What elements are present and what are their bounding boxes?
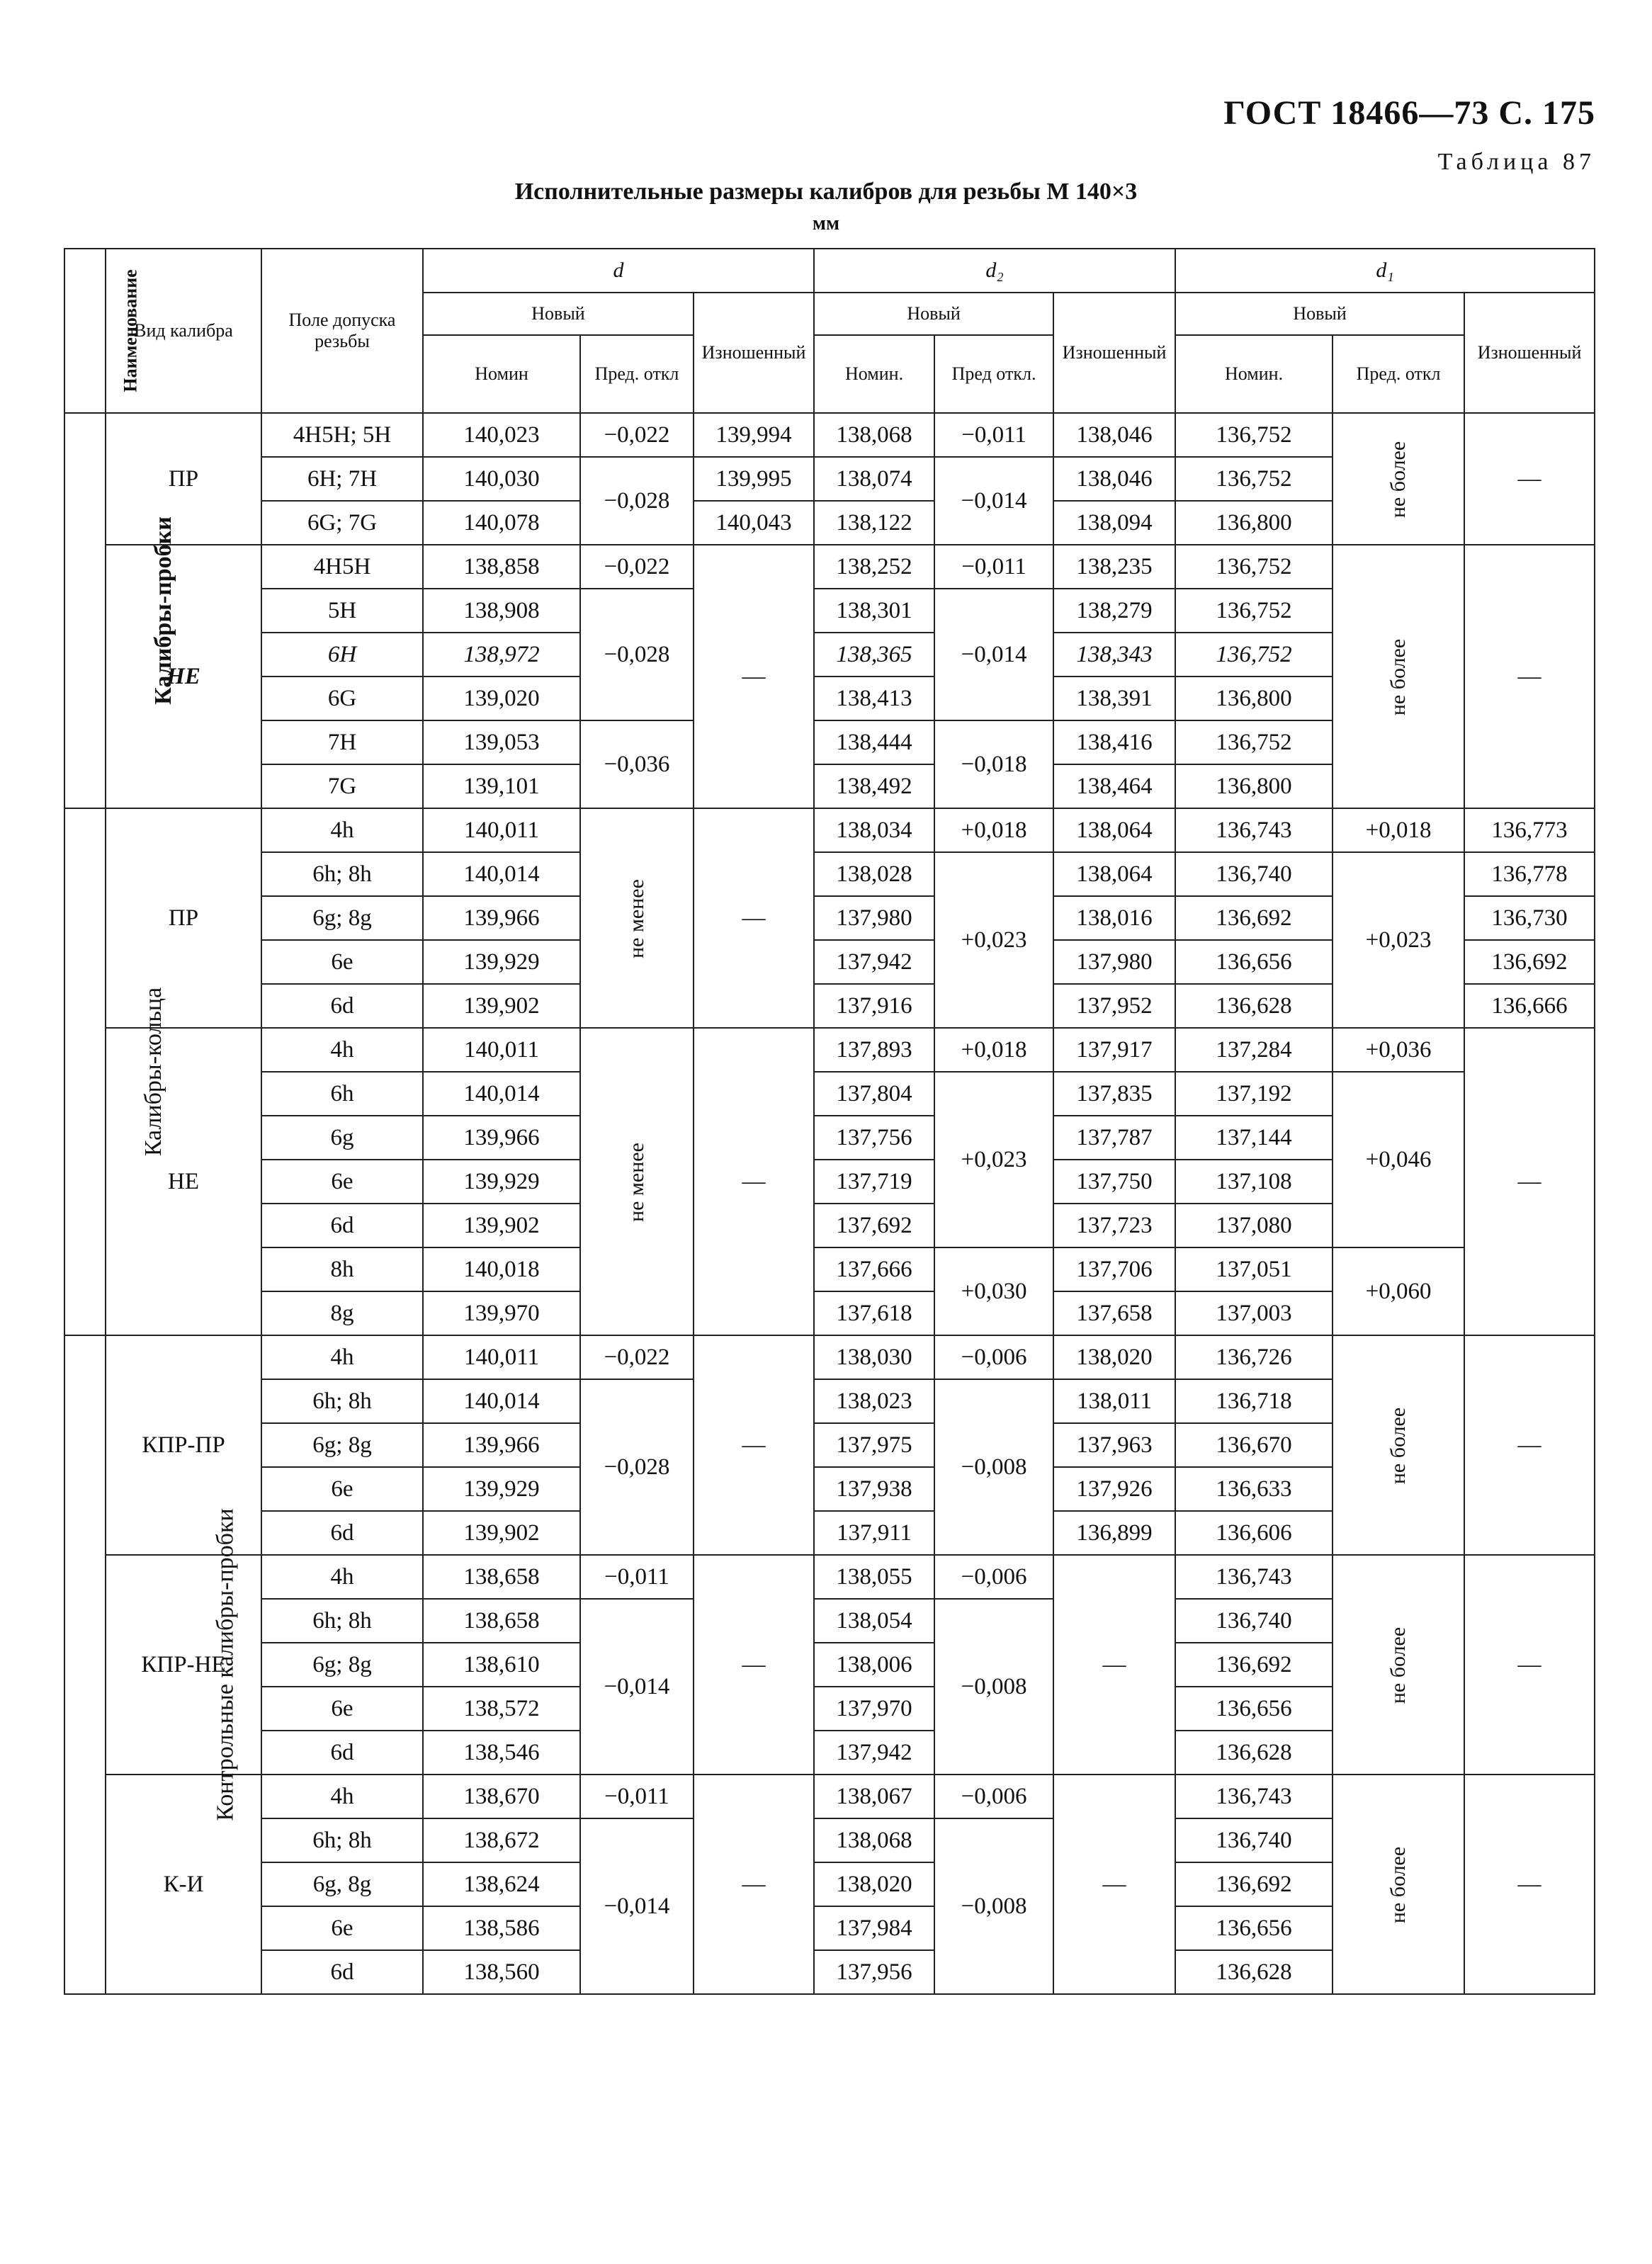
group-probki: Калибры-пробки	[64, 413, 106, 808]
kind-pr: ПР	[106, 808, 261, 1028]
header-d1: d₁	[1175, 249, 1595, 293]
table-row: 6G; 7G 140,078 140,043 138,122 138,094 136,800	[64, 501, 1595, 545]
header-d2-new: Новый	[814, 293, 1053, 335]
table-row: 6d 139,902 137,911 136,899 136,606	[64, 1511, 1595, 1555]
table-row: 6H; 7H 140,030 −0,028 139,995 138,074 −0,014 138,046 136,752	[64, 457, 1595, 501]
kind-ne: НЕ	[106, 545, 261, 808]
table-row: 6d 138,546 137,942 136,628	[64, 1731, 1595, 1775]
kind-kpr-pr: КПР-ПР	[106, 1335, 261, 1555]
table-row: 6g; 8g 138,610 138,006 136,692	[64, 1643, 1595, 1687]
kind-ki: К-И	[106, 1775, 261, 1994]
header-d1-nom: Номин.	[1175, 335, 1333, 413]
kind-pr: ПР	[106, 413, 261, 545]
kind-kpr-ne: КПР-НЕ	[106, 1555, 261, 1775]
table-row: 6H 138,972 138,365 138,343 136,752	[64, 633, 1595, 677]
table-row: 6e 139,929 137,942 137,980 136,656 136,692	[64, 940, 1595, 984]
table-row: 6d 139,902 137,916 137,952 136,628 136,666	[64, 984, 1595, 1028]
table-row: 6h; 8h 140,014 138,028 +0,023 138,064 136,740 +0,023 136,778	[64, 852, 1595, 896]
header-d-worn: Изношенный	[694, 293, 814, 413]
header-d: d	[423, 249, 814, 293]
table-number: Таблица 87	[1437, 149, 1595, 175]
table-row: 6h; 8h 138,658 −0,014 138,054 −0,008 136,740	[64, 1599, 1595, 1643]
table-row: Калибры-пробки ПР 4H5H; 5H 140,023 −0,022 139,994 138,068 −0,011 138,046 136,752 не более —	[64, 413, 1595, 457]
table-row: 6e 139,929 137,938 137,926 136,633	[64, 1467, 1595, 1511]
table-row: 6g; 8g 139,966 137,980 138,016 136,692 136,730	[64, 896, 1595, 940]
header-vid: Вид калибра	[106, 249, 261, 413]
header-name: Наименование	[64, 249, 106, 413]
table-row: 6G 139,020 138,413 138,391 136,800	[64, 677, 1595, 720]
header-d1-worn: Изношенный	[1464, 293, 1595, 413]
table-row: 6h 140,014 137,804 +0,023 137,835 137,192 +0,046	[64, 1072, 1595, 1116]
table-row: НЕ 4H5H 138,858 −0,022 — 138,252 −0,011 138,235 136,752 не более —	[64, 545, 1595, 589]
table-row: НЕ 4h 140,011 не менее — 137,893 +0,018 137,917 137,284 +0,036 —	[64, 1028, 1595, 1072]
header-d-new: Новый	[423, 293, 694, 335]
table-row: 8h 140,018 137,666 +0,030 137,706 137,051 +0,060	[64, 1247, 1595, 1291]
table-row: Контрольные калибры-пробки КПР-ПР 4h 140,011 −0,022 — 138,030 −0,006 138,020 136,726 не более —	[64, 1335, 1595, 1379]
header-d2-nom: Номин.	[814, 335, 934, 413]
table-row: 5H 138,908 −0,028 138,301 −0,014 138,279 136,752	[64, 589, 1595, 633]
table-row: 8g 139,970 137,618 137,658 137,003	[64, 1291, 1595, 1335]
table-row: 6h; 8h 138,672 −0,014 138,068 −0,008 136,740	[64, 1818, 1595, 1862]
table-row: 6h; 8h 140,014 −0,028 138,023 −0,008 138,011 136,718	[64, 1379, 1595, 1423]
table-row: 7G 139,101 138,492 138,464 136,800	[64, 764, 1595, 808]
gauge-dimensions-table	[64, 248, 1595, 1995]
header-d2: d₂	[814, 249, 1175, 293]
table-unit: мм	[812, 213, 840, 234]
header-d-nom: Номин	[423, 335, 580, 413]
table-row: К-И 4h 138,670 −0,011 — 138,067 −0,006 — 136,743 не более —	[64, 1775, 1595, 1818]
table-row: 6g; 8g 139,966 137,975 137,963 136,670	[64, 1423, 1595, 1467]
kind-ne: НЕ	[106, 1028, 261, 1335]
standard-header: ГОСТ 18466—73 С. 175	[1223, 94, 1595, 132]
header-d-dev: Пред. откл	[580, 335, 694, 413]
header-d1-new: Новый	[1175, 293, 1464, 335]
table-row: Калибры-кольца ПР 4h 140,011 не менее — 138,034 +0,018 138,064 136,743 +0,018 136,773	[64, 808, 1595, 852]
table-row: 6e 138,586 137,984 136,656	[64, 1906, 1595, 1950]
table-row: 6e 139,929 137,719 137,750 137,108	[64, 1160, 1595, 1204]
table-row: 6d 138,560 137,956 136,628	[64, 1950, 1595, 1994]
table-caption: Исполнительные размеры калибров для резьбы М 140×3	[514, 179, 1138, 205]
table-row: 6g, 8g 138,624 138,020 136,692	[64, 1862, 1595, 1906]
header-d2-worn: Изношенный	[1053, 293, 1175, 413]
group-koltsa: Калибры-кольца	[64, 808, 106, 1335]
header-d1-dev: Пред. откл	[1333, 335, 1464, 413]
table-row: 6g 139,966 137,756 137,787 137,144	[64, 1116, 1595, 1160]
header-d2-dev: Пред откл.	[934, 335, 1053, 413]
group-control: Контрольные калибры-пробки	[64, 1335, 106, 1994]
header-field: Поле допуска резьбы	[261, 249, 423, 413]
table-row: 7H 139,053 −0,036 138,444 −0,018 138,416 136,752	[64, 720, 1595, 764]
table-row: 6e 138,572 137,970 136,656	[64, 1687, 1595, 1731]
table-row: КПР-НЕ 4h 138,658 −0,011 — 138,055 −0,006 — 136,743 не более —	[64, 1555, 1595, 1599]
table-row: 6d 139,902 137,692 137,723 137,080	[64, 1204, 1595, 1247]
